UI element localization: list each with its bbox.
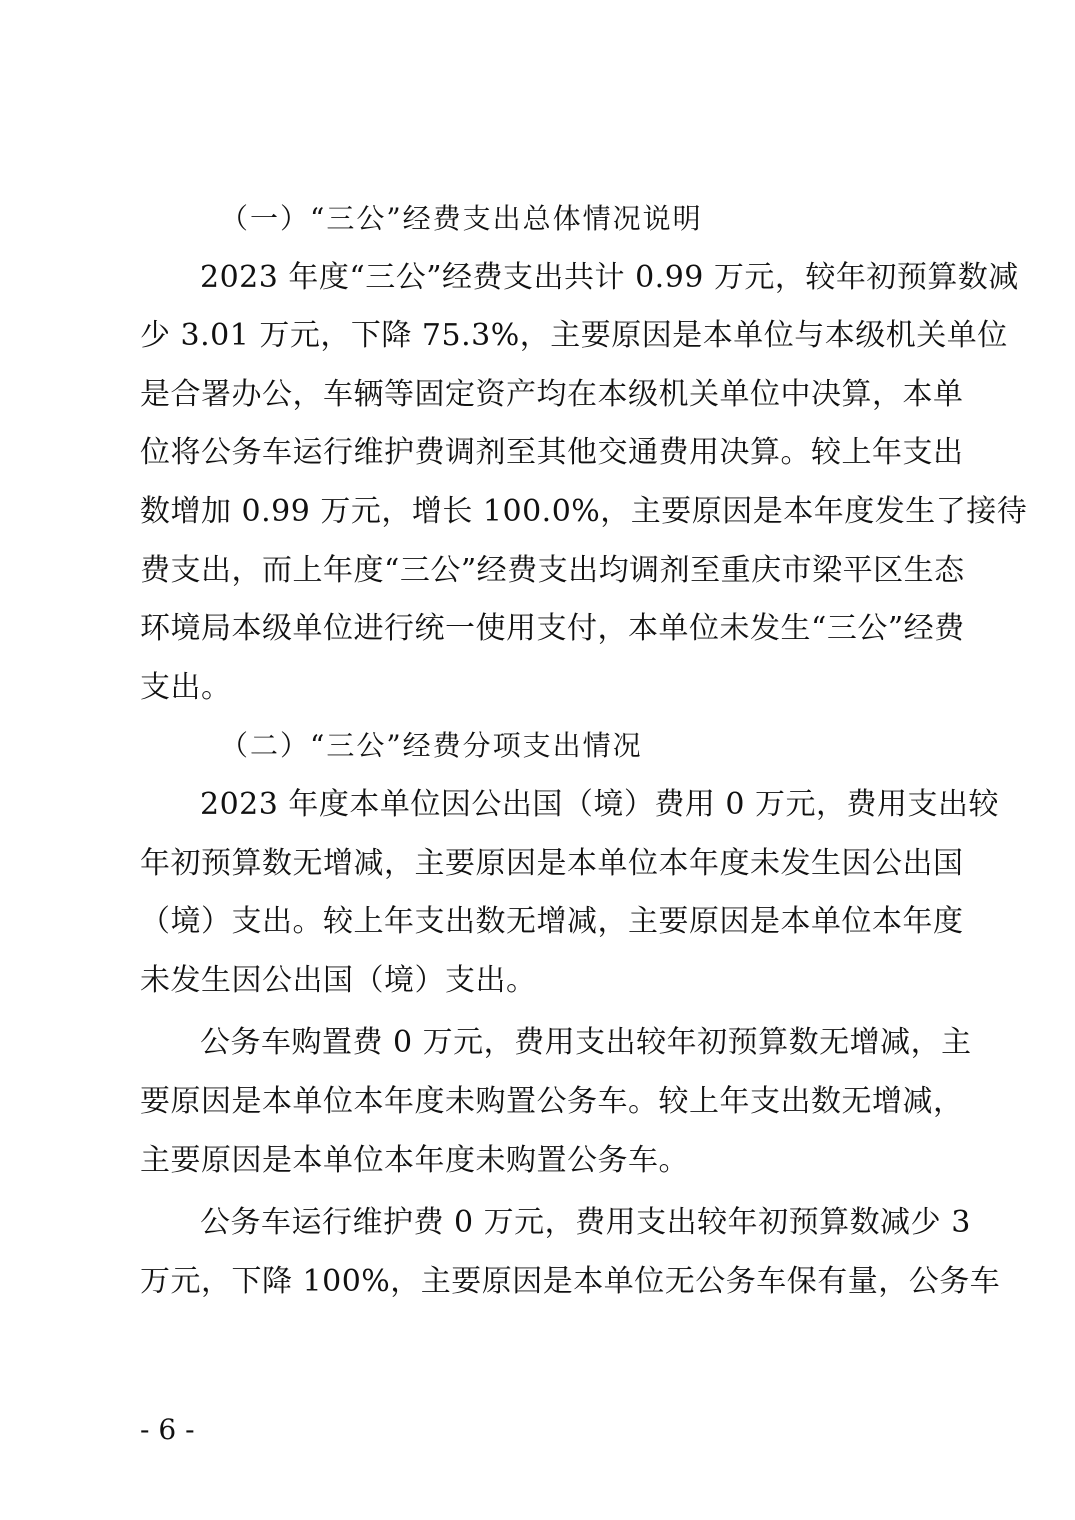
text-line: 2023 年度“三公”经费支出共计 0.99 万元，较年初预算数减 <box>200 259 1019 295</box>
text-line: 要原因是本单位本年度未购置公务车。较上年支出数无增减， <box>140 1083 964 1119</box>
paragraph <box>140 1194 1001 1311</box>
text-line: （境）支出。较上年支出数无增减，主要原因是本单位本年度 <box>140 904 964 940</box>
text-line: 未发生因公出国（境）支出。 <box>140 962 537 998</box>
text-line: 公务车运行维护费 0 万元，费用支出较年初预算数减少 3 <box>200 1205 971 1241</box>
text-line: 2023 年度本单位因公出国（境）费用 0 万元，费用支出较 <box>200 786 1000 822</box>
page-number: - 6 - <box>140 1413 195 1446</box>
text-line: 公务车购置费 0 万元，费用支出较年初预算数无增减，主 <box>200 1025 972 1061</box>
text-line: 环境局本级单位进行统一使用支付，本单位未发生“三公”经费 <box>140 611 965 647</box>
text-line: 支出。 <box>140 669 232 705</box>
paragraph <box>140 776 1000 1010</box>
text-line: 费支出，而上年度“三公”经费支出均调剂至重庆市梁平区生态 <box>140 552 965 588</box>
text-line: 年初预算数无增减，主要原因是本单位本年度未发生因公出国 <box>140 845 964 881</box>
paragraph <box>140 249 1028 718</box>
text-line: 主要原因是本单位本年度未购置公务车。 <box>140 1142 689 1178</box>
text-line: 是合署办公，车辆等固定资产均在本级机关单位中决算，本单 <box>140 376 964 412</box>
text-line: 少 3.01 万元，下降 75.3%，主要原因是本单位与本级机关单位 <box>140 318 1008 354</box>
document-body <box>140 190 1028 1311</box>
text-line: 位将公务车运行维护费调剂至其他交通费用决算。较上年支出 <box>140 435 964 471</box>
paragraph <box>140 1014 972 1190</box>
section-heading: （一）“三公”经费支出总体情况说明 <box>220 202 703 235</box>
text-line: 数增加 0.99 万元，增长 100.0%，主要原因是本年度发生了接待 <box>140 493 1028 529</box>
text-line: 万元，下降 100%，主要原因是本单位无公务车保有量，公务车 <box>140 1263 1001 1299</box>
section-heading: （二）“三公”经费分项支出情况 <box>220 729 643 763</box>
